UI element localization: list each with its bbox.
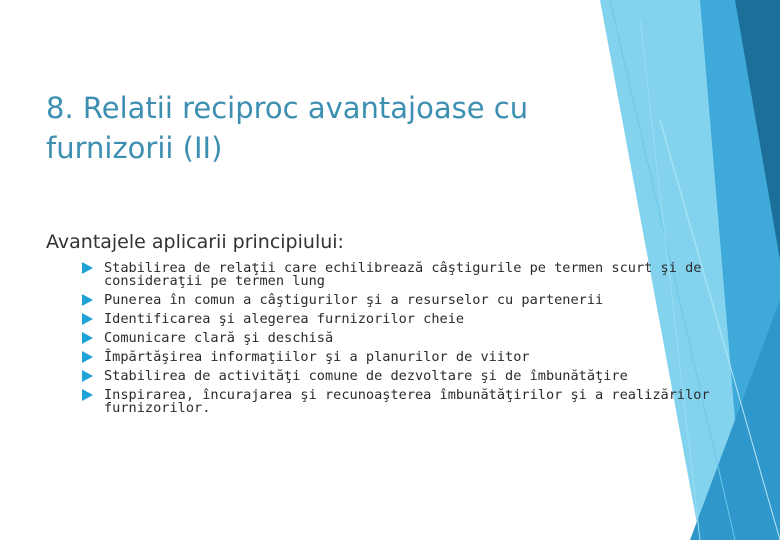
list-item-text: Stabilirea de relaţii care echilibrează câştigurile pe termen scurt şi de consideraţii pe termen lung — [104, 260, 702, 289]
list-item-text: Punerea în comun a câştigurilor şi a resurselor cu partenerii — [104, 292, 604, 308]
arrow-bullet-icon — [82, 332, 93, 344]
list-item-text: Identificarea şi alegerea furnizorilor cheie — [104, 311, 465, 327]
list-item-text: Comunicare clară şi deschisă — [104, 330, 334, 346]
arrow-bullet-icon — [82, 351, 93, 363]
list-item — [80, 389, 720, 415]
list-item-text: Împărtăşirea informaţiilor şi a planurilor de viitor — [104, 349, 530, 365]
arrow-bullet-icon — [82, 389, 93, 401]
arrow-bullet-icon — [82, 294, 93, 306]
slide-subtitle: Avantajele aplicarii principiului: — [46, 231, 344, 253]
arrow-bullet-icon — [82, 313, 93, 325]
slide-title: 8. Relatii reciproc avantajoase cu furnizorii (II) — [46, 91, 529, 165]
list-item — [80, 262, 720, 288]
list-item — [80, 313, 720, 326]
arrow-bullet-icon — [82, 262, 93, 274]
bullet-list — [80, 262, 720, 421]
list-item — [80, 351, 720, 364]
list-item-text: Stabilirea de activităţi comune de dezvoltare şi de îmbunătăţire — [104, 368, 628, 384]
list-item — [80, 370, 720, 383]
list-item — [80, 332, 720, 345]
list-item — [80, 294, 720, 307]
arrow-bullet-icon — [82, 370, 93, 382]
list-item-text: Inspirarea, încurajarea şi recunoaşterea îmbunătăţirilor şi a realizărilor furnizorilor. — [104, 387, 710, 416]
